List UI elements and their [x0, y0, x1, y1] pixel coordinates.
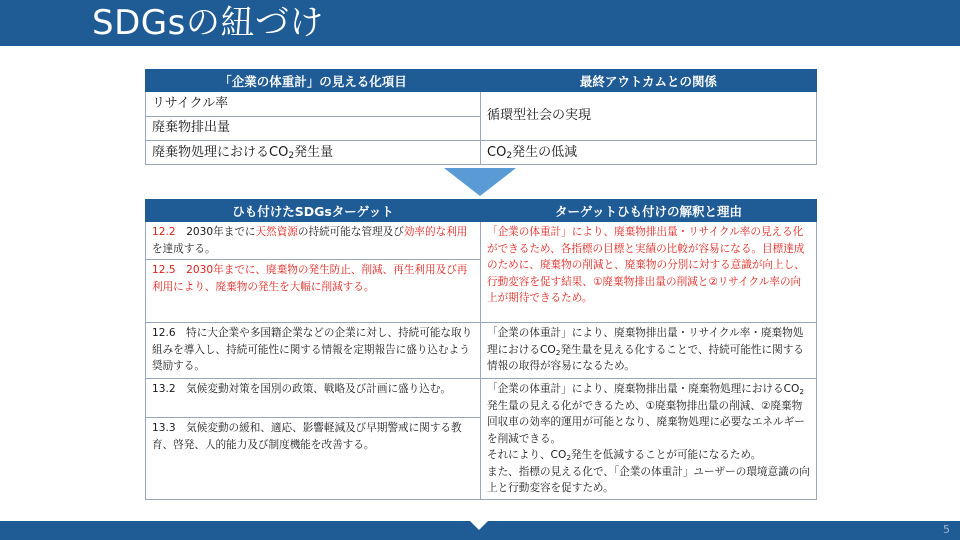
- page-number: 5: [943, 523, 950, 536]
- target-12-2: 12.2 2030年までに天然資源の持続可能な管理及び効率的な利用を達成する。: [146, 222, 481, 260]
- item-recycle-rate: リサイクル率: [146, 92, 481, 117]
- target-13-3: 13.3 気候変動の緩和、適応、影響軽減及び早期警戒に関する教育、啓発、人的能力及び制度機能を改善する。: [146, 418, 481, 499]
- slide-title: SDGsの紐づけ: [92, 3, 324, 43]
- reason-12-6: 「企業の体重計」により、廃棄物排出量・リサイクル率・廃棄物処理における$CO_2$発生量を見える化することで、持続可能性に関する情報の取得が容易になるため。: [481, 323, 817, 379]
- item-waste-output: 廃棄物排出量: [146, 116, 481, 141]
- target-13-2: 13.2 気候変動対策を国別の政策、戦略及び計画に盛り込む。: [146, 379, 481, 418]
- footer-notch: [465, 516, 493, 530]
- sdgs-header: ひも付けたSDGsターゲット: [146, 200, 481, 222]
- outcome-circular-society: 循環型社会の実現: [481, 92, 817, 141]
- items-header: 「企業の体重計」の見える化項目: [146, 70, 481, 92]
- outcome-header: 最終アウトカムとの関係: [481, 70, 817, 92]
- down-arrow-icon: [444, 168, 516, 196]
- visualization-items-table: [145, 69, 817, 165]
- sdgs-target-table: [145, 199, 817, 500]
- target-12-5: 12.5 2030年までに、廃棄物の発生防止、削減、再生利用及び再利用により、廃棄物の発生を大幅に削減する。: [146, 260, 481, 323]
- item-co2-disposal: 廃棄物処理における$CO_2$発生量: [146, 141, 481, 165]
- outcome-co2-reduction: $CO_2$発生の低減: [481, 141, 817, 165]
- target-12-6: 12.6 特に大企業や多国籍企業などの企業に対し、持続可能な取り組みを導入し、持続可能性に関する情報を定期報告に盛り込むよう奨励する。: [146, 323, 481, 379]
- reason-12: 「企業の体重計」により、廃棄物排出量・リサイクル率の見える化ができるため、各指標の目標と実績の比較が容易になる。目標達成のために、廃棄物の削減と、廃棄物の分別に対する意識が向上し、行動変容を促す結果、①廃棄物排出量の削減と②リサイクル率の向上が期待できるため。: [481, 222, 817, 323]
- reason-13: 「企業の体重計」により、廃棄物排出量・廃棄物処理における$CO_2$発生量の見える化ができるため、①廃棄物排出量の削減、②廃棄物回収車の効率的運用が可能となり、廃棄物処理に必要なエネルギーを削減できる。 それにより、$CO_2$発生を低減することが可能になるため。 また、指標の見える化で、「企業の体重計」ユーザーの環境意識の向上と行動変容を促すため。: [481, 379, 817, 500]
- reason-header: ターゲットひも付けの解釈と理由: [481, 200, 817, 222]
